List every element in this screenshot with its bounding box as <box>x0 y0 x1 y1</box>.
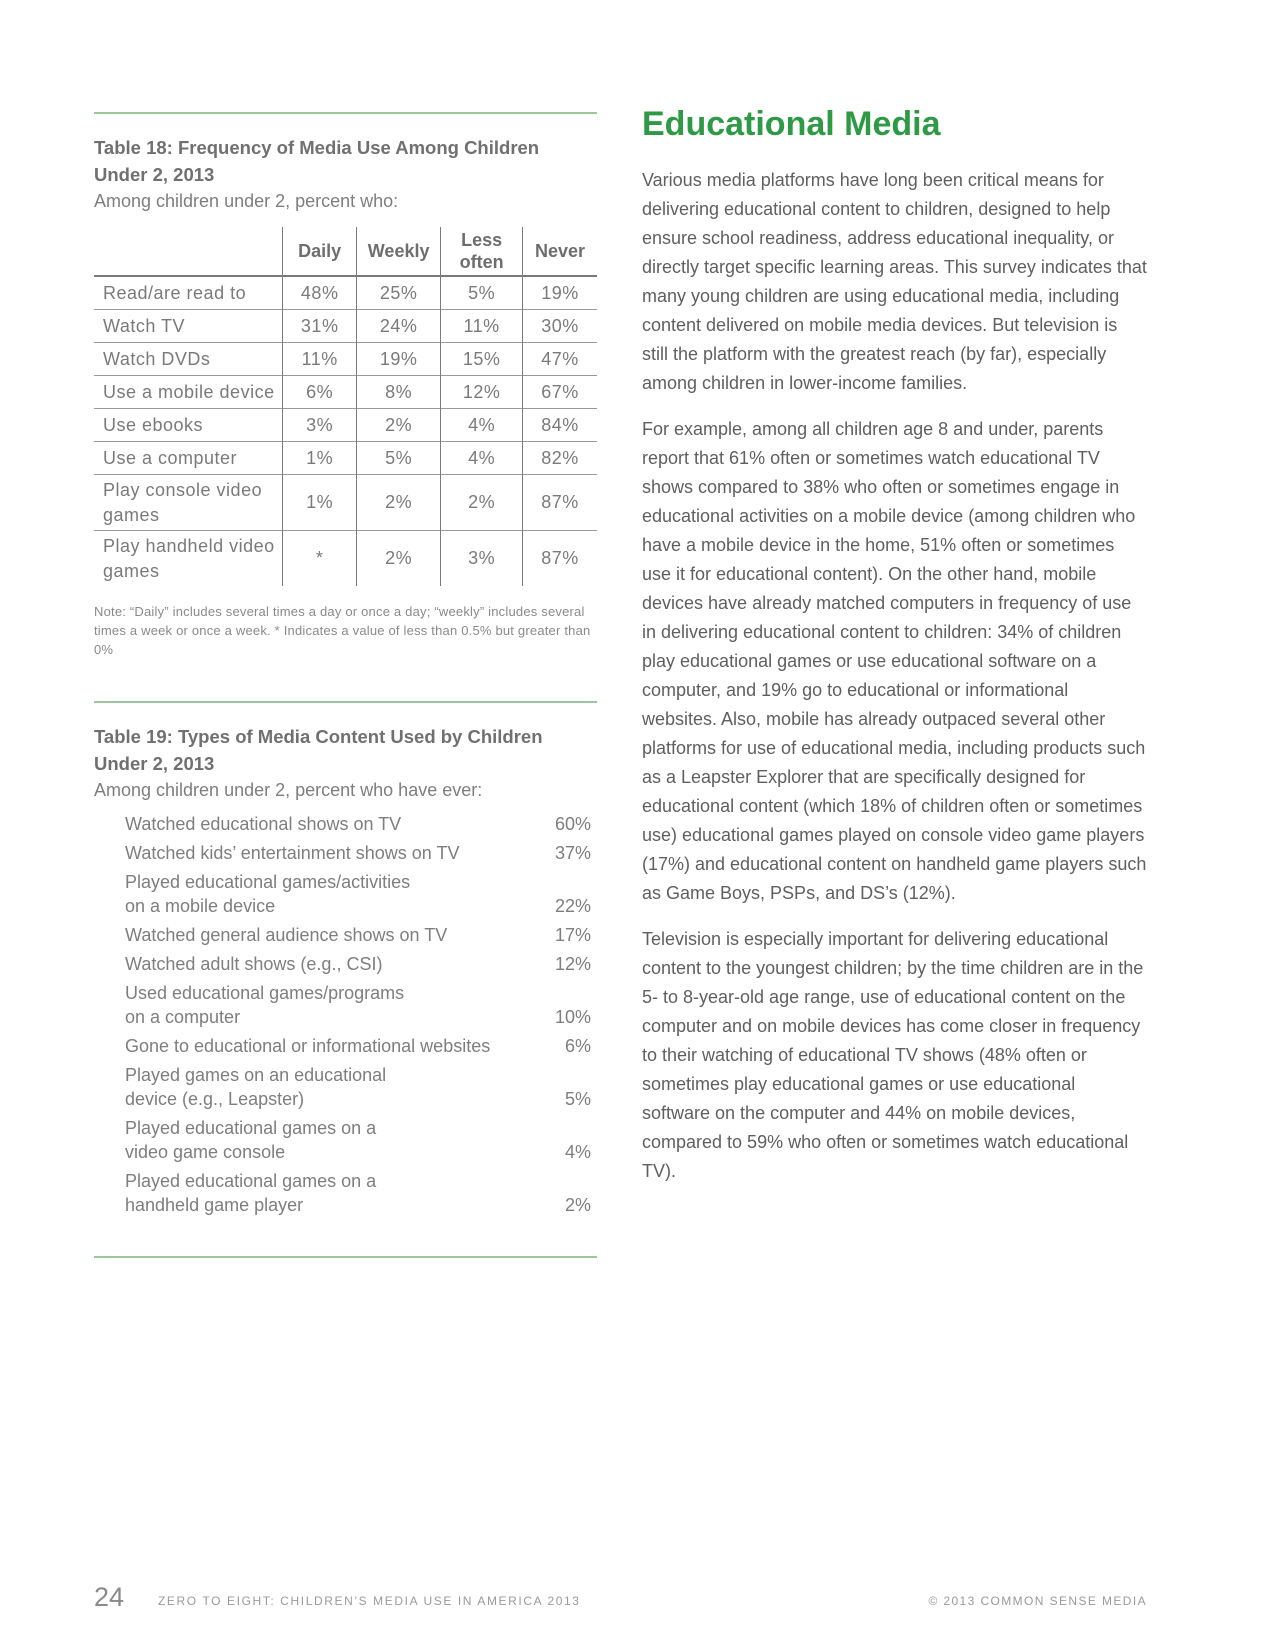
table18-note: Note: “Daily” includes several times a day or once a day; “weekly” includes several times a week or once a week. * Indicates a value of less than 0.5% but greater than 0% <box>94 604 591 657</box>
table-row <box>94 442 597 475</box>
item-value: 60% <box>554 814 591 834</box>
list-item <box>125 868 591 921</box>
cell-less-often: 2% <box>441 475 523 531</box>
cell-never: 87% <box>523 475 597 531</box>
cell-never: 87% <box>523 531 597 587</box>
item-label: Played games on an educational device (e.g., Leapster) <box>125 1065 387 1109</box>
row-label: Use ebooks <box>103 414 204 435</box>
table18-header-row <box>94 227 597 276</box>
table18-col-never: Never <box>523 227 597 276</box>
item-label: Played educational games/activities on a mobile device <box>125 872 411 916</box>
item-label: Watched educational shows on TV <box>125 814 402 834</box>
row-label: Watch DVDs <box>103 348 211 369</box>
item-value: 2% <box>564 1195 591 1215</box>
cell-less-often: 15% <box>441 343 523 376</box>
article-body <box>642 166 1147 1186</box>
table-row <box>94 409 597 442</box>
cell-weekly: 8% <box>357 376 441 409</box>
item-value: 37% <box>554 843 591 863</box>
table18-corner <box>94 227 283 276</box>
table18-col-daily: Daily <box>283 227 357 276</box>
cell-weekly: 2% <box>357 531 441 587</box>
table19-subtitle: Among children under 2, percent who have ever: <box>94 780 483 800</box>
list-item <box>125 1061 591 1114</box>
list-item <box>125 1167 591 1220</box>
page-footer <box>94 1582 1147 1612</box>
article-paragraph: Television is especially important for delivering educational content to the youngest children; by the time children are in the 5- to 8-year-old age range, use of educational content on the computer and on mobile devices has come closer in frequency to their watching of educational TV shows (48% often or sometimes play educational games or use educational software on the computer and 44% on mobile devices, compared to 59% who often or sometimes watch educational TV). <box>642 929 1144 1181</box>
list-item <box>125 839 591 868</box>
list-item <box>125 1032 591 1061</box>
table-row <box>94 343 597 376</box>
list-item <box>125 1114 591 1167</box>
table-row <box>94 276 597 310</box>
row-label: Play handheld video games <box>103 535 275 581</box>
cell-daily: 48% <box>283 276 357 310</box>
item-label: Played educational games on a video game console <box>125 1118 377 1162</box>
item-label: Watched kids’ entertainment shows on TV <box>125 843 460 863</box>
table18 <box>94 227 597 586</box>
table-row <box>94 376 597 409</box>
left-column <box>94 112 597 1258</box>
table-row <box>94 310 597 343</box>
table-row <box>94 475 597 531</box>
cell-weekly: 19% <box>357 343 441 376</box>
item-value: 4% <box>564 1142 591 1162</box>
cell-less-often: 4% <box>441 409 523 442</box>
cell-weekly: 2% <box>357 409 441 442</box>
article-paragraph: For example, among all children age 8 and under, parents report that 61% often or sometimes watch educational TV shows compared to 38% who often or sometimes engage in educational activities on a mobile device (among children who have a mobile device in the home, 51% often or sometimes use it for educational content). On the other hand, mobile devices have already matched computers in frequency of use in delivering educational content to children: 34% of children play educational games or use educational software on a computer, and 19% go to educational or informational websites. Also, mobile has already outpaced several other platforms for use of educational media, including products such as a Leapster Explorer that are specifically designed for educational content (which 18% of children often or sometimes use) educational games played on console video game players (17%) and educational content on handheld game players such as Game Boys, PSPs, and DS’s (12%). <box>642 419 1147 903</box>
article-paragraph: Various media platforms have long been critical means for delivering educational content to children, designed to help ensure school readiness, address educational inequality, or directly target specific learning areas. This survey indicates that many young children are using educational media, including content delivered on mobile media devices. But television is still the platform with the greatest reach (by far), especially among children in lower-income families. <box>642 170 1147 393</box>
item-value: 10% <box>554 1007 591 1027</box>
item-label: Watched general audience shows on TV <box>125 925 448 945</box>
table18-subtitle: Among children under 2, percent who: <box>94 191 399 211</box>
page-number: 24 <box>94 1582 125 1612</box>
list-item <box>125 950 591 979</box>
cell-weekly: 2% <box>357 475 441 531</box>
cell-never: 47% <box>523 343 597 376</box>
article-heading: Educational Media <box>642 105 941 143</box>
cell-daily: * <box>283 531 357 587</box>
row-label: Read/are read to <box>103 282 247 303</box>
cell-less-often: 4% <box>441 442 523 475</box>
cell-never: 30% <box>523 310 597 343</box>
cell-daily: 3% <box>283 409 357 442</box>
footer-copyright: © 2013 COMMON SENSE MEDIA <box>928 1594 1147 1608</box>
item-value: 5% <box>564 1089 591 1109</box>
list-item <box>125 979 591 1032</box>
row-label: Use a mobile device <box>103 381 275 402</box>
cell-daily: 11% <box>283 343 357 376</box>
cell-daily: 1% <box>283 475 357 531</box>
cell-never: 84% <box>523 409 597 442</box>
item-value: 12% <box>554 954 591 974</box>
cell-less-often: 3% <box>441 531 523 587</box>
item-label: Used educational games/programs on a computer <box>125 983 405 1027</box>
table18-col-weekly: Weekly <box>357 227 441 276</box>
article <box>642 104 1147 1203</box>
divider <box>94 701 597 703</box>
cell-weekly: 25% <box>357 276 441 310</box>
table18-title: Table 18: Frequency of Media Use Among Children Under 2, 2013 <box>94 137 540 185</box>
footer-title: ZERO TO EIGHT: CHILDREN’S MEDIA USE IN AMERICA 2013 <box>158 1594 581 1608</box>
table19-list <box>94 810 597 1220</box>
list-item <box>125 921 591 950</box>
row-label: Play console video games <box>103 479 263 525</box>
row-label: Watch TV <box>103 315 186 336</box>
cell-daily: 31% <box>283 310 357 343</box>
item-label: Gone to educational or informational websites <box>125 1036 491 1056</box>
table-row <box>94 531 597 587</box>
item-value: 17% <box>554 925 591 945</box>
table18-col-less-often: Less often <box>441 227 523 276</box>
table19-title: Table 19: Types of Media Content Used by Children Under 2, 2013 <box>94 726 543 774</box>
list-item <box>125 810 591 839</box>
cell-never: 82% <box>523 442 597 475</box>
cell-weekly: 5% <box>357 442 441 475</box>
cell-less-often: 11% <box>441 310 523 343</box>
cell-less-often: 12% <box>441 376 523 409</box>
cell-less-often: 5% <box>441 276 523 310</box>
item-value: 6% <box>564 1036 591 1056</box>
cell-never: 19% <box>523 276 597 310</box>
cell-never: 67% <box>523 376 597 409</box>
cell-daily: 6% <box>283 376 357 409</box>
divider <box>94 1256 597 1258</box>
item-label: Played educational games on a handheld game player <box>125 1171 377 1215</box>
item-value: 22% <box>554 896 591 916</box>
cell-daily: 1% <box>283 442 357 475</box>
row-label: Use a computer <box>103 447 238 468</box>
divider <box>94 112 597 114</box>
cell-weekly: 24% <box>357 310 441 343</box>
item-label: Watched adult shows (e.g., CSI) <box>125 954 383 974</box>
